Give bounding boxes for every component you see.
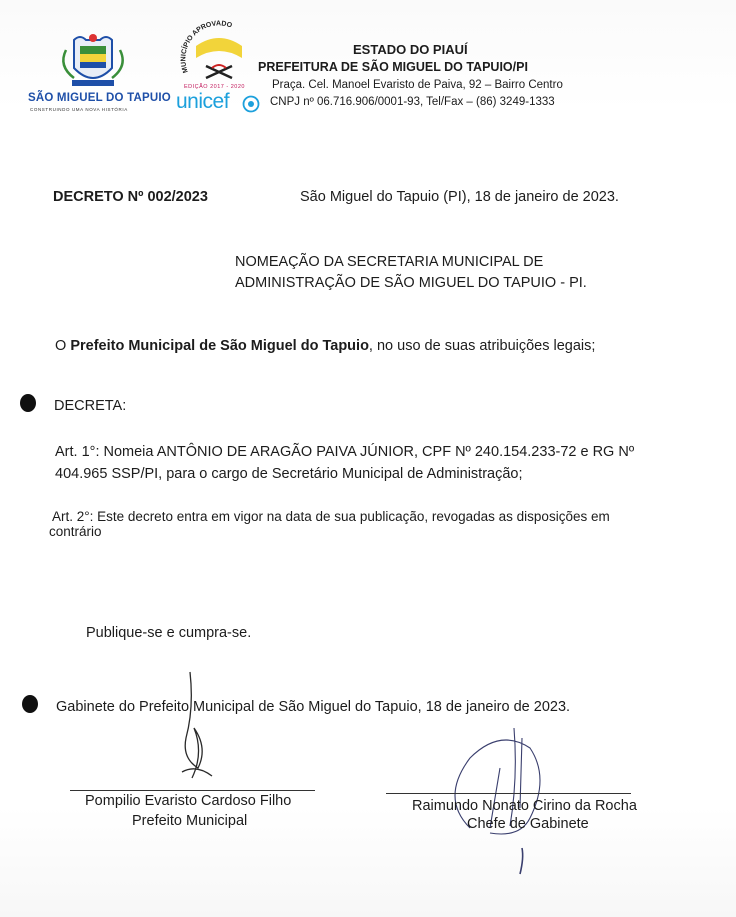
header-contact: CNPJ nº 06.716.906/0001-93, Tel/Fax – (86) 3249-1333 <box>270 96 555 108</box>
publish-statement: Publique-se e cumpra-se. <box>86 625 252 641</box>
municipality-logo <box>28 30 171 112</box>
unicef-globe-icon <box>242 95 260 113</box>
unicef-seal <box>174 16 264 116</box>
preamble-authority: Prefeito Municipal de São Miguel do Tapuio <box>70 338 369 354</box>
header-address: Praça. Cel. Manoel Evaristo de Paiva, 92 – Bairro Centro <box>272 79 563 91</box>
municipality-crest-icon <box>28 30 158 92</box>
left-signatory-name: Pompilio Evaristo Cardoso Filho <box>85 793 292 809</box>
left-signatory-role: Prefeito Municipal <box>132 813 248 829</box>
article-1-line1: Art. 1°: Nomeia ANTÔNIO DE ARAGÃO PAIVA JÚNIOR, CPF Nº 240.154.233-72 e RG Nº <box>55 444 635 460</box>
decreta-heading: DECRETA: <box>54 398 127 414</box>
header-state: ESTADO DO PIAUÍ <box>353 42 468 57</box>
unicef-wordmark: unicef <box>176 90 230 113</box>
decree-number: DECRETO Nº 002/2023 <box>53 189 208 205</box>
decree-subject-line2: ADMINISTRAÇÃO DE SÃO MIGUEL DO TAPUIO - PI. <box>235 275 587 291</box>
header-prefecture: PREFEITURA DE SÃO MIGUEL DO TAPUIO/PI <box>258 60 528 74</box>
decree-preamble <box>55 336 595 357</box>
right-signature-line <box>386 793 631 794</box>
cabinet-date-line: Gabinete do Prefeito Municipal de São Miguel do Tapuio, 18 de janeiro de 2023. <box>56 699 571 715</box>
seal-edition: EDIÇÃO 2017 - 2020 <box>184 84 245 90</box>
preamble-prefix: O <box>55 338 71 354</box>
left-handwritten-signature <box>168 668 228 788</box>
decree-place-date: São Miguel do Tapuio (PI), 18 de janeiro de 2023. <box>300 189 619 205</box>
punch-hole-mark-2 <box>22 695 38 713</box>
decree-subject-line1: NOMEAÇÃO DA SECRETARIA MUNICIPAL DE <box>235 254 544 270</box>
punch-hole-mark <box>20 394 36 412</box>
article-2-line1: Art. 2°: Este decreto entra em vigor na data de sua publicação, revogadas as disposições em <box>52 509 610 524</box>
article-2-line2: contrário <box>49 524 102 539</box>
municipality-logo-tagline: CONSTRUINDO UMA NOVA HISTÓRIA <box>30 107 128 112</box>
article-1-line2: 404.965 SSP/PI, para o cargo de Secretário Municipal de Administração; <box>55 466 523 482</box>
svg-text:MUNICÍPIO APROVADO: MUNICÍPIO APROVADO <box>180 20 233 74</box>
right-signatory-name: Raimundo Nonato Cirino da Rocha <box>412 798 637 814</box>
right-signatory-role: Chefe de Gabinete <box>467 816 589 832</box>
seal-emblem-icon <box>174 16 264 90</box>
municipality-logo-name: SÃO MIGUEL DO TAPUIO <box>28 92 171 104</box>
preamble-suffix: , no uso de suas atribuições legais; <box>368 338 596 354</box>
